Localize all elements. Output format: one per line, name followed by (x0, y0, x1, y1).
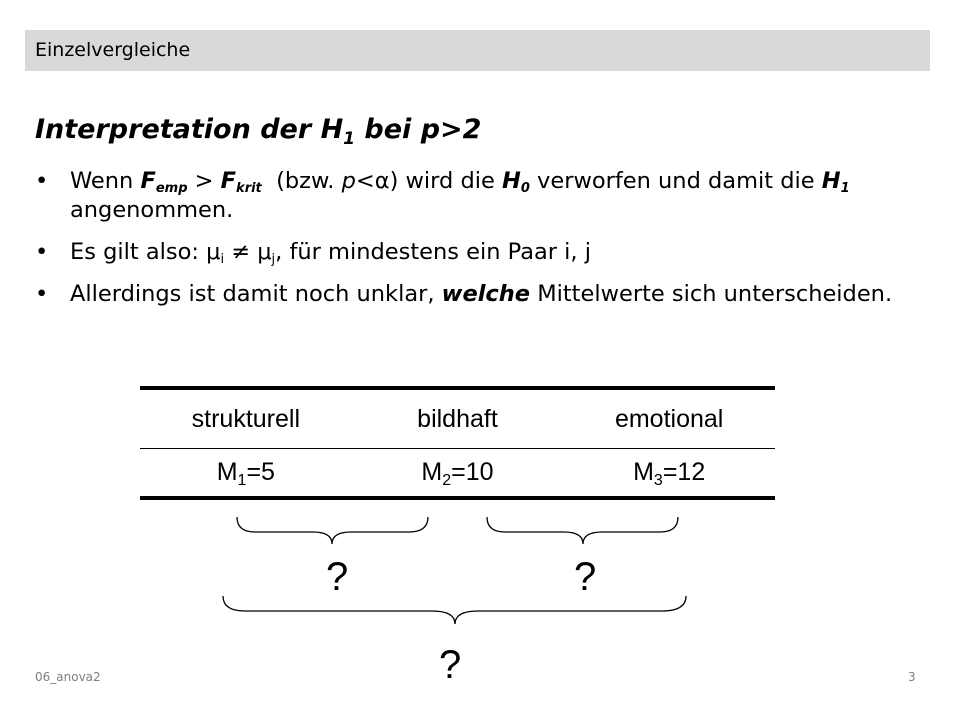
bullet-dot: • (35, 239, 49, 265)
heading-suffix: bei p>2 (355, 114, 482, 145)
brace-2-3 (487, 517, 678, 544)
header-cell-emotional: emotional (563, 388, 775, 449)
bullet-text: Es gilt also: μ (70, 239, 221, 265)
h-symbol: H (502, 168, 521, 194)
mean-value: =10 (451, 458, 494, 486)
bullet-text: Allerdings ist damit noch unklar, (70, 281, 442, 307)
mu-i-sub: i (220, 252, 225, 267)
mean-symbol: M (216, 458, 238, 486)
f-emp-sub: emp (155, 181, 188, 196)
mean-value: =5 (246, 458, 275, 486)
footer-page-number: 3 (908, 670, 916, 684)
question-mark-1-3: ? (439, 643, 462, 687)
heading-sub: 1 (343, 129, 356, 149)
footer-filename: 06_anova2 (35, 670, 101, 684)
h1-sub: 1 (840, 181, 850, 196)
header-cell-strukturell: strukturell (140, 388, 352, 449)
brace-1-2 (237, 517, 428, 544)
header-cell-bildhaft: bildhaft (352, 388, 564, 449)
mean-sub: 1 (237, 472, 247, 489)
h0-sub: 0 (520, 181, 530, 196)
bullet-text: Mittelwerte sich unterscheiden. (530, 281, 893, 307)
bullet-text: (bzw. (261, 168, 342, 194)
bullet-text: Wenn (70, 168, 141, 194)
h-symbol: H (821, 168, 841, 194)
mu-j-sub: j (271, 252, 276, 267)
brace-1-3 (223, 596, 686, 624)
p-symbol: p (341, 168, 356, 194)
f-symbol: F (220, 168, 237, 194)
mean-symbol: M (633, 458, 654, 486)
f-krit-sub: krit (236, 181, 262, 196)
mean-sub: 3 (653, 472, 663, 489)
mean-symbol: M (421, 458, 443, 486)
question-mark-2-3: ? (574, 555, 597, 599)
emphasis-text: welche (441, 281, 531, 307)
header-title: Einzelvergleiche (35, 39, 191, 61)
bullet-dot: • (35, 168, 49, 194)
f-symbol: F (140, 168, 156, 194)
bullet-text: <α) wird die (355, 168, 502, 194)
bullet-text: ≠ μ (224, 239, 272, 265)
question-mark-1-2: ? (326, 555, 349, 599)
bullet-text: verworfen und damit die (529, 168, 822, 194)
bullet-text: angenommen. (70, 197, 234, 223)
heading-prefix: Interpretation der H (35, 114, 344, 145)
bullet-text: > (187, 168, 221, 194)
bullet-text: , für mindestens ein Paar i, j (275, 239, 591, 265)
mean-sub: 2 (442, 472, 452, 489)
bullet-dot: • (35, 281, 49, 307)
mean-value: =12 (662, 458, 706, 486)
